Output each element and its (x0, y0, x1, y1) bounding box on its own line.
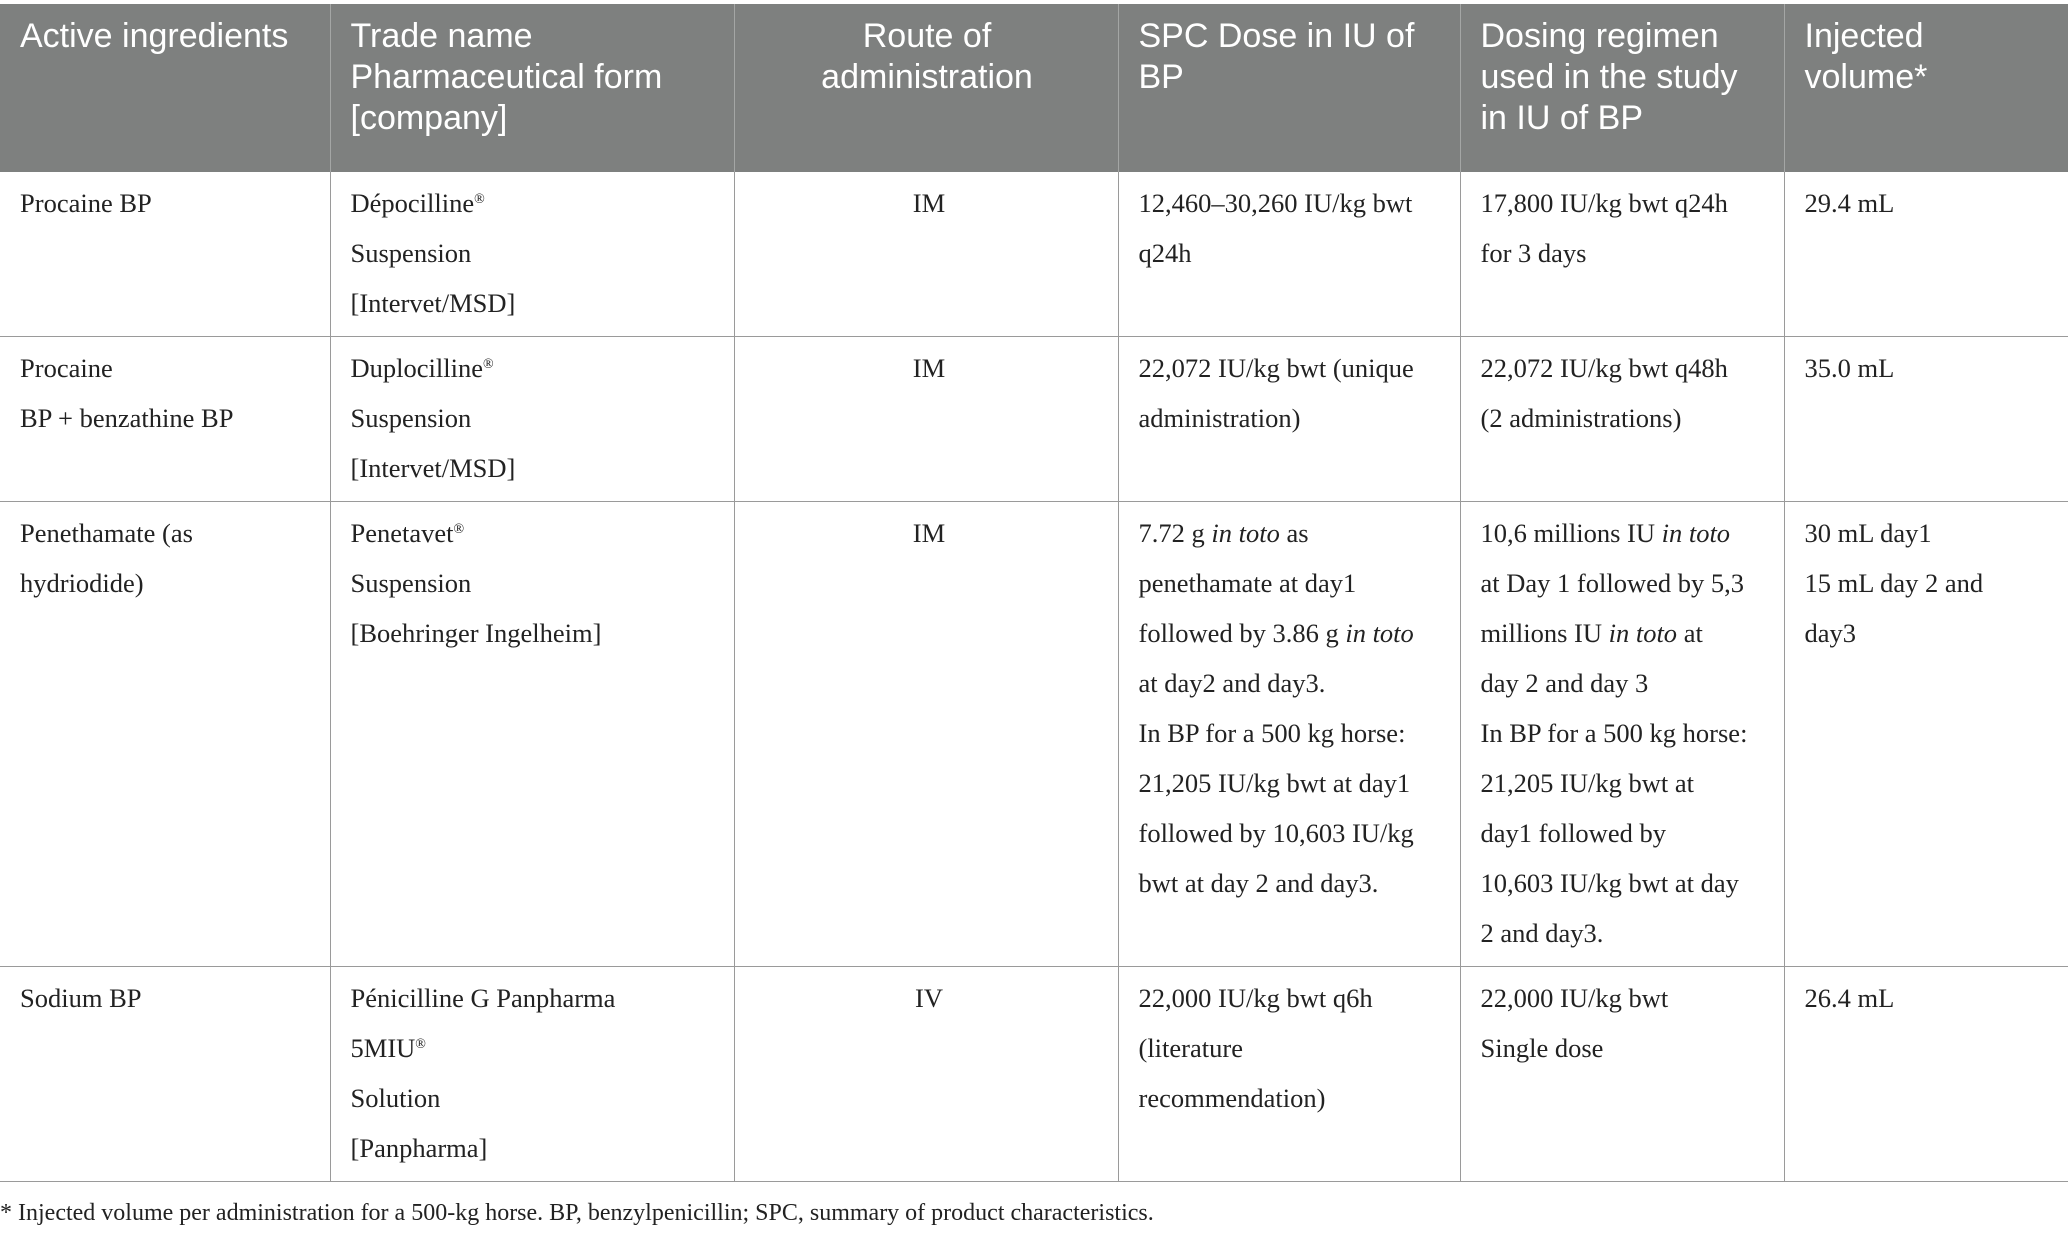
cell-regimen: 22,072 IU/kg bwt q48h (2 administrations) (1460, 337, 1784, 502)
cell-active: Procaine BP + benzathine BP (0, 337, 330, 502)
company: [Boehringer Ingelheim] (350, 618, 602, 648)
cell-active: Sodium BP (0, 967, 330, 1182)
trade-name: Duplocilline (350, 353, 483, 383)
table-footnote: * Injected volume per administration for a 500-kg horse. BP, benzylpenicillin; SPC, summary of product characteristics. (0, 1200, 1154, 1226)
in-toto-italic: in toto (1211, 518, 1280, 548)
in-toto-italic: in toto (1345, 618, 1414, 648)
spc-text: at day2 and day3. In BP for a 500 kg horse: 21,205 IU/kg bwt at day1 followed by 10,603 IU/kg bwt at day 2 and day3. (1138, 668, 1414, 898)
cell-trade-name (330, 502, 734, 967)
registered-mark: ® (453, 522, 465, 537)
cell-route: IM (734, 337, 1118, 502)
cell-volume: 35.0 mL (1784, 337, 2068, 502)
cell-regimen (1460, 502, 1784, 967)
header-dosing-regimen: Dosing regimen used in the study in IU of BP (1460, 4, 1784, 172)
cell-spc-dose: 22,072 IU/kg bwt (unique administration) (1118, 337, 1460, 502)
header-active-ingredients: Active ingredients (0, 4, 330, 172)
table-row (0, 172, 2068, 337)
cell-regimen: 17,800 IU/kg bwt q24h for 3 days (1460, 172, 1784, 337)
registered-mark: ® (474, 192, 485, 207)
header-spc-dose: SPC Dose in IU of BP (1118, 4, 1460, 172)
trade-name: Penetavet (350, 518, 454, 548)
table-container (0, 4, 2068, 1182)
cell-trade-name (330, 337, 734, 502)
company: [Intervet/MSD] (350, 288, 516, 318)
company: [Panpharma] (350, 1133, 488, 1163)
spc-text: as penethamate at day1 followed by 3.86 g (1138, 518, 1357, 648)
pharmaceutical-form: Suspension (350, 568, 472, 598)
header-route: Route of administration (734, 4, 1118, 172)
cell-regimen: 22,000 IU/kg bwt Single dose (1460, 967, 1784, 1182)
pharmaceutical-form: Suspension (350, 238, 472, 268)
cell-active: Penethamate (as hydriodide) (0, 502, 330, 967)
cell-trade-name (330, 172, 734, 337)
registered-mark: ® (415, 1037, 426, 1052)
cell-volume: 30 mL day1 15 mL day 2 and day3 (1784, 502, 2068, 967)
pharmaceutical-form: Suspension (350, 403, 472, 433)
cell-route: IV (734, 967, 1118, 1182)
cell-active: Procaine BP (0, 172, 330, 337)
cell-route: IM (734, 172, 1118, 337)
pharmaceutical-form: Solution (350, 1083, 441, 1113)
regimen-text: at Day 1 followed by 5,3 millions IU (1480, 568, 1744, 648)
regimen-text: 10,6 millions IU (1480, 518, 1662, 548)
table-row (0, 502, 2068, 967)
header-row (0, 4, 2068, 172)
spc-text: 7.72 g (1138, 518, 1212, 548)
trade-name: Pénicilline G Panpharma 5MIU (350, 983, 616, 1063)
company: [Intervet/MSD] (350, 453, 516, 483)
regimen-text: at day 2 and day 3 In BP for a 500 kg horse: 21,205 IU/kg bwt at day1 followed by 10,603 IU/kg bwt at day 2 and day3. (1480, 618, 1748, 948)
drug-table (0, 4, 2068, 1182)
table-row (0, 337, 2068, 502)
header-injected-volume: Injected volume* (1784, 4, 2068, 172)
header-trade-name: Trade name Pharmaceutical form [company] (330, 4, 734, 172)
cell-route: IM (734, 502, 1118, 967)
table-row (0, 967, 2068, 1182)
in-toto-italic: in toto (1661, 518, 1731, 548)
in-toto-italic: in toto (1608, 618, 1678, 648)
cell-volume: 26.4 mL (1784, 967, 2068, 1182)
cell-trade-name (330, 967, 734, 1182)
cell-spc-dose: 22,000 IU/kg bwt q6h (literature recommendation) (1118, 967, 1460, 1182)
cell-spc-dose: 12,460–30,260 IU/kg bwt q24h (1118, 172, 1460, 337)
registered-mark: ® (482, 357, 494, 372)
cell-volume: 29.4 mL (1784, 172, 2068, 337)
cell-spc-dose (1118, 502, 1460, 967)
trade-name: Dépocilline (350, 188, 475, 218)
